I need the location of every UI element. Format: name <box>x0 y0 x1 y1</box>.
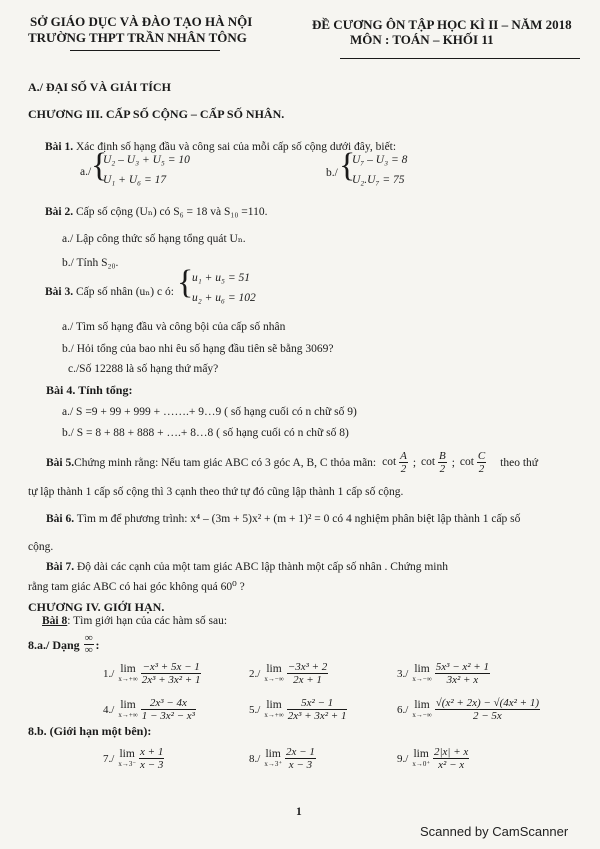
exercise-4-label: Bài 4. Tính tổng: <box>46 383 133 397</box>
subject-line: MÔN : TOÁN – KHỐI 11 <box>350 32 494 47</box>
cot-text: cot <box>382 456 397 469</box>
cot-text: cot <box>459 456 474 469</box>
exercise-2a: a./ Lập công thức số hạng tổng quát Uₙ. <box>62 233 246 245</box>
limit-label: 2./ <box>249 667 261 680</box>
exercise-2b: b./ Tính S₂₀. <box>62 257 119 269</box>
exercise-4a: a./ S =9 + 99 + 999 + …….+ 9…9 ( số hạng cuối có n chữ số 9) <box>62 406 357 418</box>
cot-b <box>421 450 447 475</box>
fraction-numerator: ∞ <box>84 632 93 644</box>
exercise-3b: b./ Hỏi tổng của bao nhi êu số hạng đầu tiên sẽ bằng 3069? <box>62 343 334 355</box>
lim-operator <box>118 700 137 720</box>
fraction-numerator: x + 1 <box>140 746 164 758</box>
fraction-denominator: 3x² + x <box>446 674 479 686</box>
exercise-6-line2: cộng. <box>28 541 54 553</box>
header-left-underline <box>70 50 220 51</box>
exercise-1-label: Bài 1. <box>45 141 74 153</box>
exercise-1a-eq2: U₁ + U₆ = 17 <box>103 174 167 186</box>
exercise-4b: b./ S = 8 + 88 + 888 + ….+ 8…8 ( số hạng cuối có n chữ số 8) <box>62 427 349 439</box>
exercise-7-line2: rằng tam giác ABC có hai góc không quá 60⁰ ? <box>28 581 245 593</box>
fraction-numerator: C <box>477 450 486 462</box>
exercise-1b-label: b./ <box>326 167 338 179</box>
exercise-5-text: Chứng minh rằng: Nếu tam giác ABC có 3 góc A, B, C thỏa mãn: <box>74 456 377 469</box>
exercise-8-text: : Tìm giới hạn của các hàm số sau: <box>67 615 228 627</box>
fraction-denominator: 2 − 5x <box>472 710 502 722</box>
limit-8 <box>249 746 316 771</box>
exercise-7-text: Độ dài các cạnh của một tam giác ABC lập thành một cấp số nhân . Chứng minh <box>74 561 448 573</box>
exercise-6-text: Tìm m để phương trình: x⁴ – (3m + 5)x² + (m + 1)² = 0 có 4 nghiệm phân biệt lập thành 1 cấp số <box>74 513 521 525</box>
school-name: TRƯỜNG THPT TRẦN NHÂN TÔNG <box>28 30 247 45</box>
brace: { <box>91 147 108 184</box>
fraction-numerator: −x³ + 5x − 1 <box>142 661 200 673</box>
exercise-3-label: Bài 3. <box>45 286 74 298</box>
exercise-7-label: Bài 7. <box>46 561 75 573</box>
lim-word: lim <box>265 747 281 760</box>
header-right-underline <box>340 58 580 59</box>
exercise-1a-eq1: U₂ – U₃ + U₅ = 10 <box>103 154 190 166</box>
limit-label: 5./ <box>249 703 261 716</box>
limit-fraction <box>435 697 540 722</box>
limit-6 <box>397 697 540 722</box>
form-a-heading <box>28 633 100 656</box>
fraction-numerator: B <box>438 450 446 462</box>
limit-7 <box>103 746 164 771</box>
exercise-1-text: Xác định số hạng đầu và công sai của mỗi cấp số cộng dưới đây, biết: <box>73 141 397 153</box>
exercise-3-eq2: u₂ + u₆ = 102 <box>192 292 256 304</box>
lim-subscript: x→3⁺ <box>264 759 283 768</box>
exercise-5 <box>46 450 538 475</box>
lim-operator <box>264 664 283 684</box>
separator: ; <box>451 456 455 469</box>
limit-2 <box>249 661 328 686</box>
exercise-5-line2: tự lập thành 1 cấp số cộng thì 3 cạnh theo thứ tự đó cũng lập thành 1 cấp số cộng. <box>28 486 404 498</box>
lim-word: lim <box>414 698 430 711</box>
exercise-6-label: Bài 6. <box>46 513 75 525</box>
cot-a <box>382 450 408 475</box>
limit-fraction <box>141 697 196 722</box>
lim-operator <box>118 664 137 684</box>
cot-c <box>460 450 486 475</box>
lim-word: lim <box>120 698 136 711</box>
limit-fraction <box>435 661 490 686</box>
form-a-colon: : <box>95 637 100 652</box>
exercise-3c: c./Số 12288 là số hạng thứ mấy? <box>68 363 219 375</box>
document-title: ĐỀ CƯƠNG ÔN TẬP HỌC KÌ II – NĂM 2018 <box>312 17 572 32</box>
scanner-watermark: Scanned by CamScanner <box>420 824 569 839</box>
exercise-3-text: Cấp số nhân (uₙ) c ó: <box>73 286 174 298</box>
fraction-denominator: 2x³ + 3x² + 1 <box>141 674 201 686</box>
lim-operator <box>412 749 430 769</box>
exercise-3 <box>45 285 174 299</box>
fraction-denominator: x − 3 <box>288 759 313 771</box>
lim-subscript: x→0⁺ <box>412 759 431 768</box>
exercise-1a-label: a./ <box>80 166 92 178</box>
lim-subscript: x→+∞ <box>118 710 138 719</box>
lim-operator <box>412 700 431 720</box>
limit-label: 1./ <box>103 667 115 680</box>
fraction-denominator: 2 <box>400 463 407 475</box>
limit-label: 8./ <box>249 752 261 765</box>
lim-subscript: x→+∞ <box>118 674 138 683</box>
exercise-2-label: Bài 2. <box>45 206 74 218</box>
lim-word: lim <box>266 662 282 675</box>
brace: { <box>177 264 194 301</box>
exercise-7 <box>46 560 448 574</box>
lim-subscript: x→−∞ <box>412 674 432 683</box>
exercise-2 <box>45 205 268 219</box>
lim-subscript: x→−∞ <box>412 710 432 719</box>
limit-4 <box>103 697 196 722</box>
fraction-numerator: −3x³ + 2 <box>287 661 328 673</box>
lim-word: lim <box>119 747 135 760</box>
limit-fraction <box>139 746 164 771</box>
fraction-numerator: 2x − 1 <box>286 746 315 758</box>
limit-fraction <box>287 697 348 722</box>
limit-label: 9./ <box>397 752 409 765</box>
lim-subscript: x→3⁻ <box>118 759 137 768</box>
exercise-5-label: Bài 5. <box>46 456 75 469</box>
fraction-numerator: 2|x| + x <box>434 746 469 758</box>
limit-1 <box>103 661 201 686</box>
fraction-numerator: A <box>400 450 407 462</box>
fraction <box>438 450 447 475</box>
fraction <box>477 450 486 475</box>
fraction-denominator: 2x³ + 3x² + 1 <box>287 710 347 722</box>
limit-label: 3./ <box>397 667 409 680</box>
lim-operator <box>412 664 431 684</box>
exercise-2-text: Cấp số cộng (Uₙ) có S₆ = 18 và S₁₀ =110. <box>73 206 268 218</box>
lim-word: lim <box>120 662 136 675</box>
lim-word: lim <box>266 698 282 711</box>
limit-fraction <box>287 661 329 686</box>
fraction-denominator: x² − x <box>438 759 465 771</box>
fraction <box>399 450 408 475</box>
page-number: 1 <box>296 806 302 818</box>
exercise-8 <box>42 614 227 628</box>
limit-fraction <box>285 746 316 771</box>
fraction-numerator: 5x³ − x² + 1 <box>435 661 489 673</box>
exercise-1b-eq2: U₂.U₇ = 75 <box>352 174 405 186</box>
fraction-denominator: x − 3 <box>140 759 164 771</box>
school-department: SỞ GIÁO DỤC VÀ ĐÀO TẠO HÀ NỘI <box>30 14 253 29</box>
separator: ; <box>412 456 417 469</box>
fraction-denominator: ∞ <box>84 644 93 656</box>
limit-fraction <box>141 661 202 686</box>
lim-operator <box>264 700 283 720</box>
lim-operator <box>118 749 136 769</box>
chapter-4-heading: CHƯƠNG IV. GIỚI HẠN. <box>28 600 165 614</box>
form-a-label: 8.a./ Dạng <box>28 637 80 652</box>
infinity-fraction <box>84 633 94 656</box>
chapter-3-heading: CHƯƠNG III. CẤP SỐ CỘNG – CẤP SỐ NHÂN. <box>28 107 285 121</box>
lim-word: lim <box>413 747 429 760</box>
fraction-numerator: 2x³ − 4x <box>141 697 196 710</box>
limit-label: 6./ <box>397 703 409 716</box>
limit-label: 7./ <box>103 752 115 765</box>
exercise-8-label: Bài 8 <box>42 615 68 627</box>
fraction-denominator: 1 − 3x² − x³ <box>141 710 195 722</box>
form-b-heading: 8.b. (Giới hạn một bên): <box>28 724 152 738</box>
limit-label: 4./ <box>103 703 115 716</box>
section-heading: A./ ĐẠI SỐ VÀ GIẢI TÍCH <box>28 80 171 94</box>
exercise-5-tail: theo thứ <box>500 456 539 469</box>
fraction-denominator: 2 <box>439 463 446 475</box>
fraction-numerator: 5x² − 1 <box>287 697 348 710</box>
lim-subscript: x→+∞ <box>264 710 284 719</box>
exercise-6 <box>46 512 520 526</box>
brace: { <box>339 147 356 184</box>
fraction-denominator: 2 <box>478 463 485 475</box>
lim-word: lim <box>414 662 430 675</box>
lim-subscript: x→−∞ <box>264 674 284 683</box>
limit-9 <box>397 746 469 771</box>
limit-3 <box>397 661 490 686</box>
limit-fraction <box>433 746 469 771</box>
fraction-denominator: 2x + 1 <box>293 674 322 686</box>
exercise-1b-eq1: U₇ – U₃ = 8 <box>352 154 408 166</box>
limit-5 <box>249 697 347 722</box>
fraction-numerator: √(x² + 2x) − √(4x² + 1) <box>435 697 540 709</box>
exercise-3a: a./ Tìm số hạng đầu và công bội của cấp số nhân <box>62 321 286 333</box>
cot-text: cot <box>421 456 436 469</box>
exercise-3-eq1: u₁ + u₅ = 51 <box>192 272 251 284</box>
lim-operator <box>264 749 282 769</box>
